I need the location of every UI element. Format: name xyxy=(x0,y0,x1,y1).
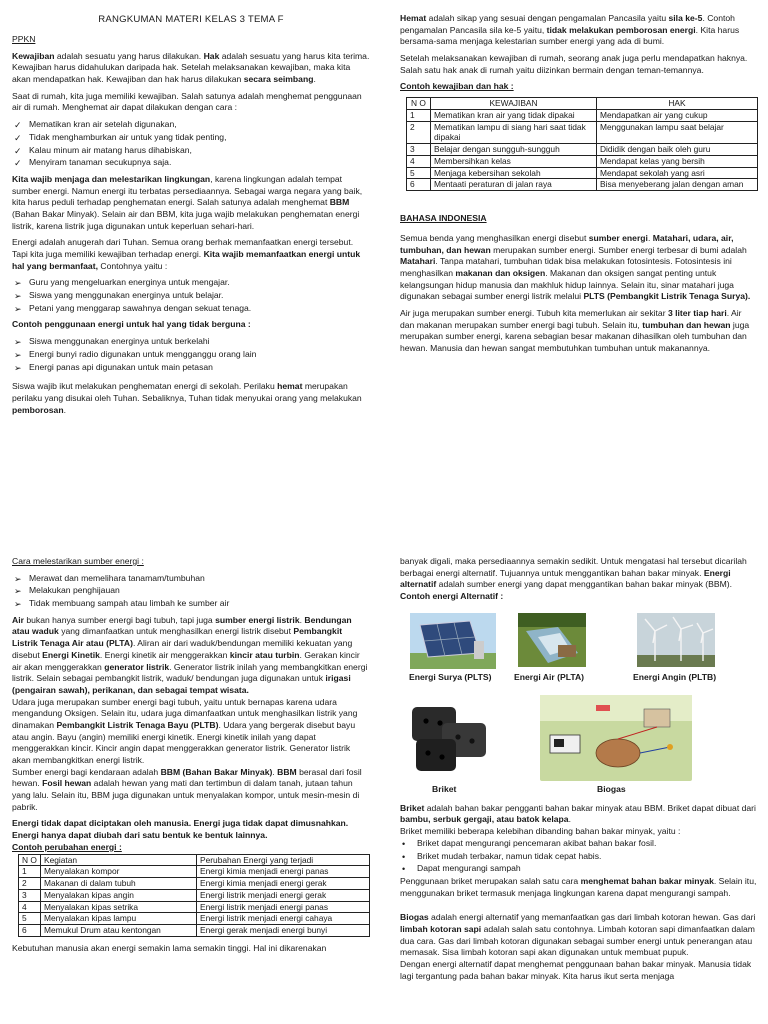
bold-text-run: Matahari xyxy=(400,256,436,267)
bold-text-run: Fosil hewan xyxy=(42,778,92,789)
arrow-bullet-icon: ➢ xyxy=(14,573,22,584)
arrow-list xyxy=(12,573,370,610)
bold-text-run: generator listrik xyxy=(104,661,170,672)
bold-text-run: Energi tidak dapat diciptakan oleh manusia. Energi juga tidak dapat dimusnahkan. Energi hanya dapat diubah dari satu bentuk ke bentuk lainnya. xyxy=(12,818,349,841)
paragraph xyxy=(400,308,758,355)
bullet-icon: • xyxy=(402,851,406,862)
text-run: . Energi kinetik air menggerakkan xyxy=(99,649,230,660)
list-item xyxy=(12,132,370,144)
header-kegiatan: Kegiatan xyxy=(41,854,197,866)
bold-text-run: Pembangkit Listrik Tenaga Bayu (PLTB) xyxy=(56,719,219,730)
list-item xyxy=(400,851,758,863)
text-run: banyak digali, maka persediaannya semakin sedikit. Untuk mengatasi hal tersebut dicarilah berbagai energi alternatif. Tujuannya untuk menggantikan bahan bakar minyak. xyxy=(400,556,747,578)
arrow-list xyxy=(12,336,370,373)
bold-text-run: tumbuhan dan hewan xyxy=(642,319,731,330)
text-run: adalah energi alternatif yang memanfaatkan gas dari limbah kotoran hewan. Gas dari xyxy=(428,912,756,923)
list-item-text: Energi panas api digunakan untuk main petasan xyxy=(29,361,213,372)
bold-text-run: tidak melakukan pemborosan energi xyxy=(546,24,696,35)
list-item xyxy=(12,277,370,289)
text-run: bukan hanya sumber energi bagi tubuh, tapi juga xyxy=(23,614,216,625)
bold-text-run: Hemat xyxy=(400,13,427,23)
list-item xyxy=(12,290,370,302)
table-cell: Energi kimia menjadi energi gerak xyxy=(197,878,370,890)
bold-text-run: Bendungan atau waduk xyxy=(12,614,352,637)
text-run: adalah sikap yang sesuai dengan pengamalan Pancasila yaitu xyxy=(426,13,669,23)
list-item-text: Merawat dan memelihara tanamam/tumbuhan xyxy=(29,572,205,583)
bold-text-run: BBM xyxy=(277,766,297,777)
text-run: Saat di rumah, kita juga memiliki kewajiban. Salah satunya adalah menghemat penggunaan air di rumah. Menghemat air dapat dilakukan dengan cara : xyxy=(12,90,362,113)
arrow-bullet-icon: ➢ xyxy=(14,278,22,289)
paragraph xyxy=(400,803,758,826)
text-run: . xyxy=(299,614,305,625)
paragraph xyxy=(12,818,370,841)
text-run: . Generator listrik inilah yang membangkitkan energi listrik. Selain sebagai pembangkit listrik, waduk/ bendungan juga digunakan untuk xyxy=(12,661,368,684)
water-dam-image xyxy=(518,613,586,667)
header-hak: HAK xyxy=(597,98,758,110)
list-item-text: Mematikan kran air setelah digunakan, xyxy=(29,119,177,130)
text-run: . Kita harus bersama-sama menjaga kelestarian sumber energi yang ada di bumi. xyxy=(400,24,740,47)
text-run: Briket memiliki beberapa kelebihan dibanding bahan bakar minyak, yaitu : xyxy=(400,826,681,837)
bold-text-run: Kewajiban xyxy=(12,50,55,61)
text-run: . xyxy=(272,766,278,777)
checkmark-icon: ✓ xyxy=(14,132,22,143)
table-row xyxy=(19,901,370,913)
paragraph xyxy=(400,826,758,838)
bold-text-run: menghemat bahan bakar minyak xyxy=(580,875,714,886)
checklist xyxy=(12,119,370,169)
table-cell: Membersihkan kelas xyxy=(431,155,597,167)
table-row xyxy=(407,109,758,121)
arrow-list xyxy=(12,277,370,314)
text-run: (Bahan Bakar Minyak). Selain air dan BBM, kita juga wajib melakukan penghematan energi listrik, karena listrik juga digunakan untuk keperluan sehari-hari. xyxy=(12,208,360,231)
text-run: adalah sesuatu yang harus kita terima. Kewajiban harus didahulukan daripada hak. Setelah melaksanakan kewajiban, maka kita akan mendapatkan hak. Kewajiban dan hak harus dilakukan xyxy=(12,50,370,85)
table-cell: Energi listrik menjadi energi panas xyxy=(197,901,370,913)
text-run: juga merupakan sumber energi, karena sebagian besar makanan dihasilkan oleh tumbuhan dan hewan. Manusia dan hewan sangat membutuhkan tumbuhan untuk makanannya. xyxy=(400,319,750,353)
list-item xyxy=(12,362,370,374)
list-item-text: Siswa yang menggunakan energinya untuk belajar. xyxy=(29,290,224,301)
caption-briket: Briket xyxy=(432,783,457,794)
list-item xyxy=(400,838,758,850)
text-run: adalah bahan bakar pengganti bahan bakar minyak atau BBM. Briket dapat dibuat dari xyxy=(424,802,756,813)
table-row xyxy=(19,913,370,925)
bold-text-run: bambu, serbuk gergaji, atau batok kelapa xyxy=(400,814,569,825)
list-item xyxy=(12,119,370,131)
arrow-bullet-icon: ➢ xyxy=(14,303,22,314)
paragraph xyxy=(400,959,758,982)
cell-number: 5 xyxy=(19,913,41,925)
cell-number: 1 xyxy=(19,866,41,878)
text-run: adalah salah satu contohnya. Limbah kotoran sapi dimanfaatkan dalam dua cara. Gas dari limbah kotoran digunakan sebagai sumber energi untuk penerangan atau memasak. Sisa limbah kotoran sapi akan digunakan untuk membuat pupuk. xyxy=(400,923,755,958)
table-row xyxy=(407,121,758,144)
checkmark-icon: ✓ xyxy=(14,158,22,169)
bold-text-run: Pembangkit Listrik Tenaga Air atau (PLTA) xyxy=(12,626,343,649)
bold-text-run: sumber energi listrik xyxy=(215,614,300,625)
page-2-column xyxy=(400,13,758,360)
bold-text-run: pemborosan xyxy=(12,404,64,415)
section-heading-ppkn: PPKN xyxy=(12,34,36,45)
cell-number: 3 xyxy=(19,889,41,901)
alternative-energy-figures xyxy=(400,605,758,794)
bold-text-run: Energi Kinetik xyxy=(42,649,100,660)
list-item-text: Petani yang menggarap sawahnya dengan sekuat tenaga. xyxy=(29,302,252,313)
page-3-column xyxy=(12,556,370,959)
bold-text-run: Air xyxy=(12,614,24,625)
bold-text-run: Matahari, udara, air, tumbuhan, dan hewan xyxy=(400,232,734,255)
bold-text-run: Kita wajib menjaga dan melestarikan lingkungan xyxy=(12,173,211,184)
text-run: merupakan sumber energi. Sumber energi terbesar di bumi adalah xyxy=(490,244,747,255)
table-cell: Mendapat kelas yang bersih xyxy=(597,155,758,167)
table-row xyxy=(407,155,758,167)
briket-advantages-list xyxy=(400,838,758,875)
bold-text-run: sila ke-5 xyxy=(668,13,703,23)
text-run: Sumber energi bagi kendaraan adalah xyxy=(12,766,161,777)
text-run: . Tanpa matahari, tumbuhan tidak bisa melakukan fotosintesis. Fotosintesis ini menghasilkan xyxy=(400,256,732,278)
text-run: . Udara yang bergerak disebut bayu atau angin. Bayu (angin) memiliki energi kinetik. Energi kinetik inilah yang dapat menggerakkan kincir. Kincir angin dapat menggerakkan generator listrik. Generator listrik akan membangkitkan energi listrik. xyxy=(12,719,356,765)
checkmark-icon: ✓ xyxy=(14,145,22,156)
cell-number: 6 xyxy=(19,925,41,937)
list-item xyxy=(12,145,370,157)
text-run: Air juga merupakan sumber energi. Tubuh kita memerlukan air sekitar xyxy=(400,307,668,318)
table-cell: Dididik dengan baik oleh guru xyxy=(597,144,758,156)
table-row xyxy=(407,167,758,179)
solar-panel-image xyxy=(410,613,496,669)
table-cell: Mendapatkan air yang cukup xyxy=(597,109,758,121)
text-run: Contohnya yaitu : xyxy=(97,260,168,271)
cell-number: 4 xyxy=(19,901,41,913)
list-item xyxy=(12,157,370,169)
checkmark-icon: ✓ xyxy=(14,120,22,131)
text-run: . xyxy=(568,814,571,825)
section-heading-bahasa: BAHASA INDONESIA xyxy=(400,213,487,224)
list-item-text: Tidak membuang sampah atau limbah ke sumber air xyxy=(29,598,230,609)
table-cell: Energi listrik menjadi energi cahaya xyxy=(197,913,370,925)
paragraph xyxy=(400,912,758,959)
bold-text-run: limbah kotoran sapi xyxy=(400,923,482,934)
section-heading-melestarikan: Cara melestarikan sumber energi : xyxy=(12,556,144,566)
text-run: Dengan energi alternatif dapat menghemat penggunaan bahan bakar minyak. Manusia tidak lagi tergantung pada bahan bakar minyak. Kita harus ikut serta menjaga xyxy=(400,959,752,981)
text-run: adalah hewan yang mati dan tertimbun di dalam tanah, jutaan tahun yang lalu. Selain itu, BBM juga digunakan untuk menyalakan kompor, untuk mesin-mesin di pabrik. xyxy=(12,778,360,812)
paragraph xyxy=(12,237,370,272)
text-run: merupakan perilaku yang disukai oleh Tuhan. Sebaliknya, Tuhan tidak menyukai orang yang melakukan xyxy=(12,381,362,403)
caption-air: Energi Air (PLTA) xyxy=(514,671,585,682)
paragraph xyxy=(12,51,370,86)
text-run: . Gerakan kincir air akan menggerakkan xyxy=(12,649,360,672)
list-item-text: Melakukan penghijauan xyxy=(29,585,120,596)
arrow-bullet-icon: ➢ xyxy=(14,291,22,302)
list-item xyxy=(12,573,370,585)
arrow-bullet-icon: ➢ xyxy=(14,599,22,610)
table-row xyxy=(19,878,370,890)
wind-turbine-image xyxy=(637,613,715,667)
bullet-icon: • xyxy=(402,838,406,849)
table-cell: Mematikan lampu di siang hari saat tidak dipakai xyxy=(431,121,597,144)
list-item xyxy=(12,349,370,361)
bold-text-run: Kita wajib memanfaatkan energi untuk hal yang bermanfaat, xyxy=(12,249,361,271)
table-row xyxy=(19,889,370,901)
bold-text-run: Energi alternatif xyxy=(400,567,731,590)
paragraph xyxy=(400,556,758,591)
text-run: . xyxy=(313,74,316,85)
text-run: Kebutuhan manusia akan energi semakin lama semakin tinggi. Hal ini dikarenakan xyxy=(12,942,327,953)
table-header-row xyxy=(19,854,370,866)
list-item-text: Menyiram tanaman secukupnya saja. xyxy=(29,157,172,168)
biogas-diagram-image xyxy=(540,695,692,781)
page-1-column xyxy=(12,13,370,421)
text-run: . Air dan makanan merupakan sumber energi bagi tubuh. Selain itu, xyxy=(400,307,742,330)
bold-text-run: PLTS (Pembangkit Listrik Tenaga Surya). xyxy=(583,291,751,302)
bullet-icon: • xyxy=(402,864,406,875)
paragraph xyxy=(400,233,758,303)
table-heading: Contoh perubahan energi : xyxy=(12,841,122,852)
bold-text-run: irigasi (pengairan sawah), perikanan, dan sebagai tempat wisata. xyxy=(12,673,351,695)
header-perubahan: Perubahan Energi yang terjadi xyxy=(197,854,370,866)
caption-angin: Energi Angin (PLTB) xyxy=(633,671,717,682)
table-row xyxy=(19,866,370,878)
text-run: Semua benda yang menghasilkan energi disebut xyxy=(400,232,589,243)
bold-text-run: secara seimbang xyxy=(243,74,314,85)
table-cell: Mendapat sekolah yang asri xyxy=(597,167,758,179)
page-4-column xyxy=(400,556,758,987)
bold-text-run: Hak xyxy=(203,50,220,61)
text-run: . Aliran air dari waduk/bendungan memiliki kekuatan yang disebut xyxy=(12,638,353,660)
cell-number: 2 xyxy=(19,878,41,890)
arrow-bullet-icon: ➢ xyxy=(14,586,22,597)
bold-text-run: Biogas xyxy=(400,912,429,923)
table-cell: Memukul Drum atau kentongan xyxy=(41,925,197,937)
cell-number: 5 xyxy=(407,167,431,179)
list-item-text: Briket dapat mengurangi pencemaran akibat bahan bakar fosil. xyxy=(417,837,657,848)
table-heading: Contoh kewajiban dan hak : xyxy=(400,81,514,92)
table-cell: Energi gerak menjadi energi bunyi xyxy=(197,925,370,937)
table-header-row xyxy=(407,98,758,110)
table-row xyxy=(407,179,758,191)
bold-text-run: sumber energi xyxy=(588,232,648,243)
list-item-text: Briket mudah terbakar, namun tidak cepat habis. xyxy=(417,850,602,861)
table-cell: Menjaga kebersihan sekolah xyxy=(431,167,597,179)
table-cell: Menyalakan kompor xyxy=(41,866,197,878)
table-cell: Mentaati peraturan di jalan raya xyxy=(431,179,597,191)
briquette-image xyxy=(408,701,492,775)
paragraph xyxy=(12,381,370,416)
bold-text-run: Briket xyxy=(400,802,425,813)
text-run: Energi adalah anugerah dari Tuhan. Semua orang berhak memanfaatkan energi tersebut. Tapi kita juga memiliki kewajiban terhadap energi. xyxy=(12,237,354,260)
list-item xyxy=(12,303,370,315)
list-item-text: Energi bunyi radio digunakan untuk mengganggu orang lain xyxy=(29,348,257,359)
list-item xyxy=(400,863,758,875)
list-item-text: Siswa menggunakan energinya untuk berkelahi xyxy=(29,336,210,347)
caption-biogas: Biogas xyxy=(597,783,626,794)
table-row xyxy=(19,925,370,937)
text-run: . Selain itu, menggunakan briket termasuk menjaga lingkungan karena dapat mengurangi sampah. xyxy=(400,875,757,898)
bold-text-run: 3 liter tiap hari xyxy=(667,307,727,318)
cell-number: 3 xyxy=(407,144,431,156)
cell-number: 6 xyxy=(407,179,431,191)
list-item-text: Dapat mengurangi sampah xyxy=(417,863,521,874)
text-run: , karena lingkungan adalah tempat sumber energi. Namun energi itu terbatas persediaannya. Sebagai warga negara yang baik, kita harus peduli terhadap penghematan energi. Salah satunya adalah menghemat xyxy=(12,173,363,208)
text-run: Penggunaan briket merupakan salah satu cara xyxy=(400,875,581,886)
text-run: Siswa wajib ikut melakukan penghematan energi di sekolah. Perilaku xyxy=(12,381,278,392)
caption-surya: Energi Surya (PLTS) xyxy=(409,671,492,682)
bold-text-run: hemat xyxy=(277,381,303,392)
list-item xyxy=(12,598,370,610)
cell-number: 2 xyxy=(407,121,431,144)
text-run: . xyxy=(647,232,653,243)
text-run: berasal dari fosil hewan. xyxy=(12,766,362,789)
bold-text-run: makanan dan oksigen xyxy=(455,267,546,278)
list-item-text: Tidak menghamburkan air untuk yang tidak penting, xyxy=(29,131,227,142)
header-kewajiban: KEWAJIBAN xyxy=(431,98,597,110)
list-item-text: Guru yang mengeluarkan energinya untuk mengajar. xyxy=(29,277,230,288)
text-run: adalah sesuatu yang harus dilakukan. xyxy=(54,50,204,61)
text-run: . Contoh pengamalan Pancasila sila ke-5 yaitu, xyxy=(400,13,735,35)
table-cell: Energi listrik menjadi energi gerak xyxy=(197,889,370,901)
table-row xyxy=(407,144,758,156)
text-run: yang dimanfaatkan untuk menghasilkan energi listrik disebut xyxy=(58,626,294,637)
cell-number: 1 xyxy=(407,109,431,121)
header-no: N O xyxy=(407,98,431,110)
bold-text-run: kincir atau turbin xyxy=(229,649,300,660)
subheading: Contoh penggunaan energi untuk hal yang tidak berguna : xyxy=(12,319,251,330)
text-run: Udara juga merupakan sumber energi bagi tubuh, yaitu untuk bernapas karena udara mengandung Oksigen. Selain itu, udara juga dimanfaatkan untuk menghasilkan listrik yang dinamakan xyxy=(12,696,358,730)
table-cell: Menyalakan kipas setrika xyxy=(41,901,197,913)
document-title: RANGKUMAN MATERI KELAS 3 TEMA F xyxy=(98,14,284,25)
rights-table xyxy=(406,97,758,191)
text-run: . xyxy=(63,404,66,415)
header-no: N O xyxy=(19,854,41,866)
arrow-bullet-icon: ➢ xyxy=(14,362,22,373)
paragraph xyxy=(12,943,370,955)
table-cell: Menggunakan lampu saat belajar xyxy=(597,121,758,144)
bold-text-run: BBM xyxy=(329,197,350,208)
cell-number: 4 xyxy=(407,155,431,167)
table-cell: Mematikan kran air yang tidak dipakai xyxy=(431,109,597,121)
arrow-bullet-icon: ➢ xyxy=(14,337,22,348)
paragraph xyxy=(12,174,370,232)
paragraph xyxy=(12,91,370,114)
table-cell: Makanan di dalam tubuh xyxy=(41,878,197,890)
table-cell: Menyalakan kipas lampu xyxy=(41,913,197,925)
table-cell: Bisa menyeberang jalan dengan aman xyxy=(597,179,758,191)
paragraph xyxy=(400,876,758,899)
text-run: adalah sumber energi yang dapat menggantikan bahan bakar minyak (BBM). xyxy=(436,579,733,590)
paragraph xyxy=(400,13,758,48)
arrow-bullet-icon: ➢ xyxy=(14,349,22,360)
text-run: . Makanan dan oksigen sangat penting untuk kelangsungan hidup manusia dan makhluk hidup lainnya. Selain itu, sinar matahari juga digunakan sebagai sumber energi listrik melalui xyxy=(400,267,734,302)
list-item-text: Kalau minum air matang harus dihabiskan, xyxy=(29,144,192,155)
subheading: Contoh energi Alternatif : xyxy=(400,591,504,602)
list-item xyxy=(12,336,370,348)
bold-text-run: BBM (Bahan Bakar Minyak) xyxy=(160,766,273,777)
table-cell: Energi kimia menjadi energi panas xyxy=(197,866,370,878)
text-run: Setelah melaksanakan kewajiban di rumah, seorang anak juga perlu mendapatkan haknya. Salah satu hak anak di rumah yaitu diizinkan bermain dengan teman-temannya. xyxy=(400,53,748,75)
paragraph xyxy=(12,697,370,767)
energy-change-table xyxy=(18,854,370,937)
table-cell: Menyalakan kipas angin xyxy=(41,889,197,901)
table-cell: Belajar dengan sungguh-sungguh xyxy=(431,144,597,156)
list-item xyxy=(12,585,370,597)
paragraph xyxy=(12,767,370,814)
paragraph xyxy=(400,53,758,76)
paragraph xyxy=(12,615,370,697)
